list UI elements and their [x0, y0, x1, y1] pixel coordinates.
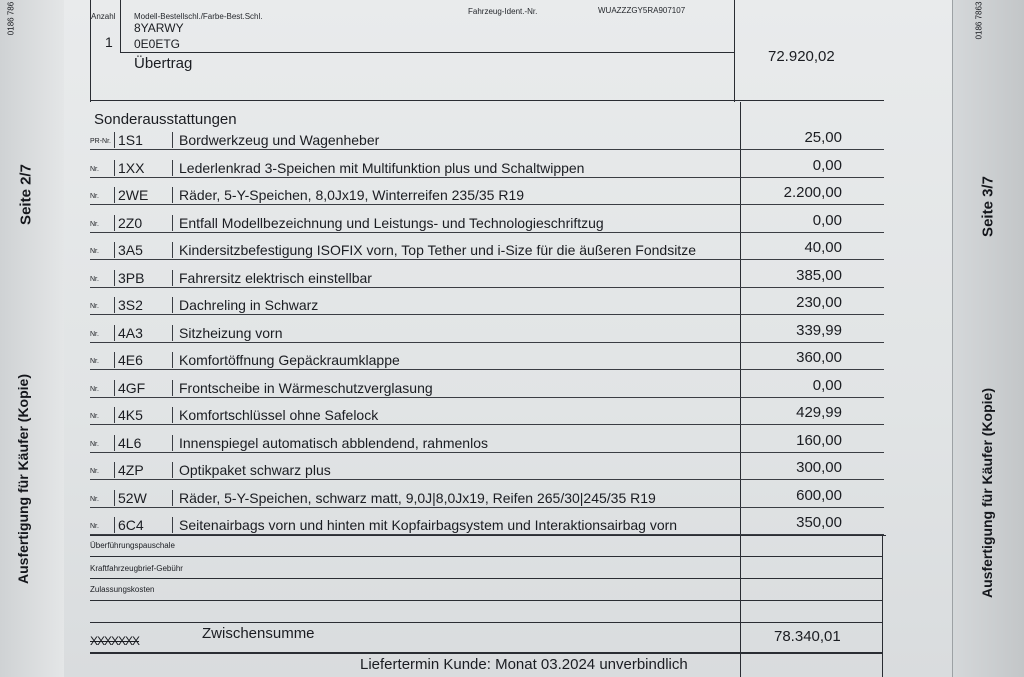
subtotal-bottom-line [90, 652, 882, 654]
option-row [64, 321, 952, 348]
option-row [64, 183, 952, 210]
option-description: Lederlenkrad 3-Speichen mit Multifunktion plus und Schaltwippen [172, 160, 584, 176]
option-row-line [90, 259, 884, 260]
option-row-line [90, 232, 884, 233]
option-code: 3S2 [114, 297, 143, 313]
option-code: 1S1 [114, 132, 143, 148]
option-code: 3PB [114, 270, 144, 286]
option-row [64, 431, 952, 458]
option-description: Komfortöffnung Gepäckraumklappe [172, 352, 400, 368]
option-row [64, 403, 952, 430]
option-row [64, 128, 952, 155]
option-price: 230,00 [796, 294, 842, 311]
option-row [64, 266, 952, 293]
option-nr-label: Nr. [90, 165, 99, 173]
option-description: Räder, 5-Y-Speichen, 8,0Jx19, Winterreifen 235/35 R19 [172, 187, 524, 203]
subtotal-top-line [90, 622, 882, 623]
option-code: 4GF [114, 380, 145, 396]
next-page-edge [952, 0, 1024, 677]
option-nr-label: Nr. [90, 330, 99, 338]
page-label-left: Seite 2/7 [17, 164, 35, 225]
header-mid-line [120, 52, 734, 53]
vin-label: Fahrzeug-Ident.-Nr. [468, 7, 538, 16]
option-nr-label: Nr. [90, 413, 99, 420]
option-nr-label: PR-Nr. [90, 138, 111, 145]
option-price: 339,99 [796, 321, 842, 339]
registration-doc-fee-label: Kraftfahrzeugbrief-Gebühr [90, 564, 183, 573]
previous-page-edge [0, 0, 64, 677]
options-end-line [90, 535, 886, 536]
option-row-line [90, 287, 884, 288]
option-price: 0,00 [812, 156, 842, 174]
option-price: 350,00 [796, 514, 842, 531]
option-nr-label: Nr. [90, 248, 99, 255]
options-title: Sonderausstattungen [94, 111, 237, 128]
copy-label-left: Ausfertigung für Käufer (Kopie) [15, 374, 31, 584]
option-code: 4A3 [114, 325, 143, 341]
option-row [64, 238, 952, 265]
option-price: 300,00 [796, 459, 842, 476]
option-row [64, 486, 952, 513]
registration-doc-fee-line [90, 578, 882, 579]
admission-fee-line [90, 600, 882, 601]
form-number-left: 0186 786 [6, 1, 16, 36]
transfer-fee-line [90, 556, 882, 557]
admission-fee-label: Zulassungskosten [90, 585, 155, 594]
anzahl-label: Anzahl [91, 12, 116, 21]
option-row [64, 458, 952, 485]
option-description: Entfall Modellbezeichnung und Leistungs- und Technologieschriftzug [172, 215, 604, 231]
option-row [64, 376, 952, 403]
option-nr-label: Nr. [90, 468, 99, 475]
color-code: 0E0ETG [134, 37, 181, 51]
option-description: Dachreling in Schwarz [172, 297, 318, 313]
header-bottom-line [90, 100, 884, 101]
option-row-line [90, 342, 884, 343]
option-row [64, 348, 952, 375]
option-description: Optikpaket schwarz plus [172, 462, 331, 478]
option-description: Räder, 5-Y-Speichen, schwarz matt, 9,0J|8,0Jx19, Reifen 265/30|245/35 R19 [172, 490, 656, 506]
option-code: 2WE [114, 187, 148, 203]
option-description: Fahrersitz elektrisch einstellbar [172, 270, 372, 286]
option-nr-label: Nr. [90, 523, 99, 530]
fees-right-border [882, 535, 883, 677]
option-nr-label: Nr. [90, 440, 99, 448]
delivery-note: Liefertermin Kunde: Monat 03.2024 unverbindlich [360, 656, 688, 673]
struck-text: XXXXXXX [90, 634, 140, 648]
option-row-line [90, 369, 884, 370]
carryover-label: Übertrag [134, 55, 193, 72]
option-code: 4E6 [114, 352, 143, 368]
model-label: Modell-Bestellschl./Farbe-Best.Schl. [134, 12, 263, 21]
option-code: 2Z0 [114, 215, 142, 231]
option-price: 40,00 [804, 239, 842, 256]
option-description: Komfortschlüssel ohne Safelock [172, 407, 378, 423]
option-code: 4L6 [114, 435, 141, 451]
option-description: Seitenairbags vorn und hinten mit Kopfairbagsystem und Interaktionsairbag vorn [172, 517, 677, 533]
page-label-right: Seite 3/7 [979, 176, 997, 237]
option-price: 160,00 [796, 431, 842, 449]
option-description: Innenspiegel automatisch abblendend, rahmenlos [172, 435, 488, 451]
option-code: 4K5 [114, 407, 143, 423]
option-code: 52W [114, 490, 147, 506]
option-nr-label: Nr. [90, 303, 99, 310]
option-row-line [90, 177, 884, 178]
option-price: 360,00 [796, 349, 842, 366]
option-row-line [90, 507, 884, 508]
copy-label-right: Ausfertigung für Käufer (Kopie) [979, 388, 995, 598]
option-nr-label: Nr. [90, 193, 99, 200]
option-price: 600,00 [796, 486, 842, 504]
header-divider [120, 0, 121, 52]
option-price: 0,00 [812, 376, 842, 394]
header-value-divider [734, 0, 735, 102]
option-row-line [90, 314, 884, 315]
option-price: 385,00 [796, 266, 842, 284]
option-nr-label: Nr. [90, 495, 99, 503]
option-row-line [90, 452, 884, 453]
subtotal-value: 78.340,01 [774, 628, 841, 645]
form-number-right: 0186 7863 [974, 1, 984, 40]
option-row-line [90, 479, 884, 480]
option-row-line [90, 397, 884, 398]
option-code: 1XX [114, 160, 144, 176]
option-description: Bordwerkzeug und Wagenheber [172, 132, 379, 148]
option-nr-label: Nr. [90, 358, 99, 365]
option-price: 429,99 [796, 404, 842, 421]
option-row-line [90, 149, 884, 150]
carryover-value: 72.920,02 [768, 48, 835, 65]
option-row-line [90, 424, 884, 425]
option-nr-label: Nr. [90, 385, 99, 393]
option-row-line [90, 204, 884, 205]
option-nr-label: Nr. [90, 220, 99, 228]
option-price: 0,00 [812, 211, 842, 229]
option-row [64, 293, 952, 320]
vin-value: WUAZZZGY5RA907107 [598, 6, 686, 15]
quantity-value: 1 [105, 34, 113, 50]
option-price: 2.200,00 [783, 184, 842, 201]
order-form-page [64, 0, 953, 677]
option-code: 6C4 [114, 517, 144, 533]
option-row [64, 156, 952, 183]
model-code: 8YARWY [134, 21, 184, 35]
option-row [64, 211, 952, 238]
option-description: Sitzheizung vorn [172, 325, 283, 341]
option-description: Kindersitzbefestigung ISOFIX vorn, Top Tether und i-Size für die äußeren Fondsitze [172, 242, 696, 258]
transfer-fee-label: Überführungspauschale [90, 541, 175, 550]
subtotal-label: Zwischensumme [202, 625, 315, 642]
option-price: 25,00 [804, 129, 842, 146]
option-code: 3A5 [114, 242, 143, 258]
option-nr-label: Nr. [90, 275, 99, 283]
option-code: 4ZP [114, 462, 144, 478]
option-description: Frontscheibe in Wärmeschutzverglasung [172, 380, 433, 396]
